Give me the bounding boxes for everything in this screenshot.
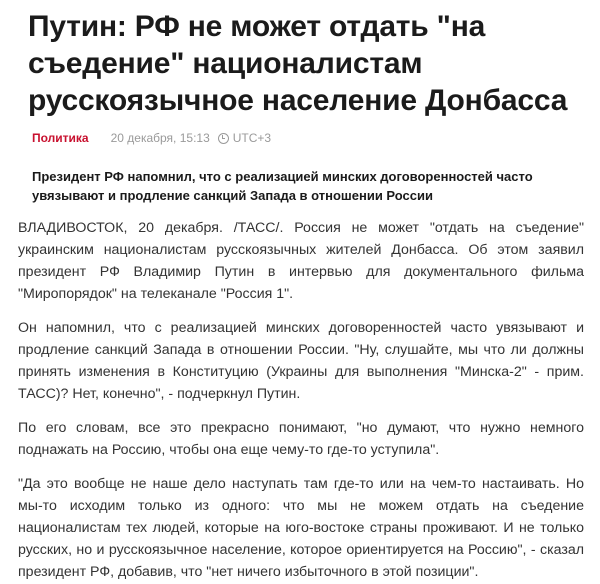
headline: Путин: РФ не может отдать "на съедение" националистам русскоязычное население Донбасса: [28, 10, 568, 117]
publish-date: 20 декабря, 15:13: [110, 131, 210, 145]
timezone-label: UTC+3: [232, 131, 272, 145]
article-lead: Президент РФ напомнил, что с реализацией минских договоренностей часто увязывают и продление санкций Запада в отношении России: [32, 169, 533, 203]
article-body: [18, 217, 586, 583]
paragraph: По его словам, все это прекрасно понимают, "но думают, что нужно немного поднажать на Россию, чтобы она еще чему-то где-то уступила".: [18, 420, 584, 458]
rubric-link[interactable]: Политика: [32, 131, 89, 145]
paragraph: "Да это вообще не наше дело наступать там где-то или на чем-то настаивать. Но мы-то исходим только из одного: что мы не можем отдать на съедение националистам тех людей, которые на юго-востоке страны проживают. И не только русских, но и русскоязычное население, которое ориентируется на Россию", - сказал президент РФ, добавив, что "нет ничего избыточного в этой позиции".: [18, 476, 584, 580]
clock-icon: [218, 133, 229, 144]
paragraph: ВЛАДИВОСТОК, 20 декабря. /ТАСС/. Россия не может "отдать на съедение" украинским националистам русскоязычных жителей Донбасса. Об этом заявил президент РФ Владимир Путин в интервью для документального фильма "Миропорядок" на телеканале "Россия 1".: [18, 220, 584, 302]
article-meta: [28, 129, 586, 147]
paragraph: Он напомнил, что с реализацией минских договоренностей часто увязывают и продление санкций Запада в отношении России. "Ну, слушайте, мы что ли должны принять изменения в Конституцию (Украины для выполнения "Минска-2" - прим. ТАСС)? Нет, конечно", - подчеркнул Путин.: [18, 320, 584, 402]
